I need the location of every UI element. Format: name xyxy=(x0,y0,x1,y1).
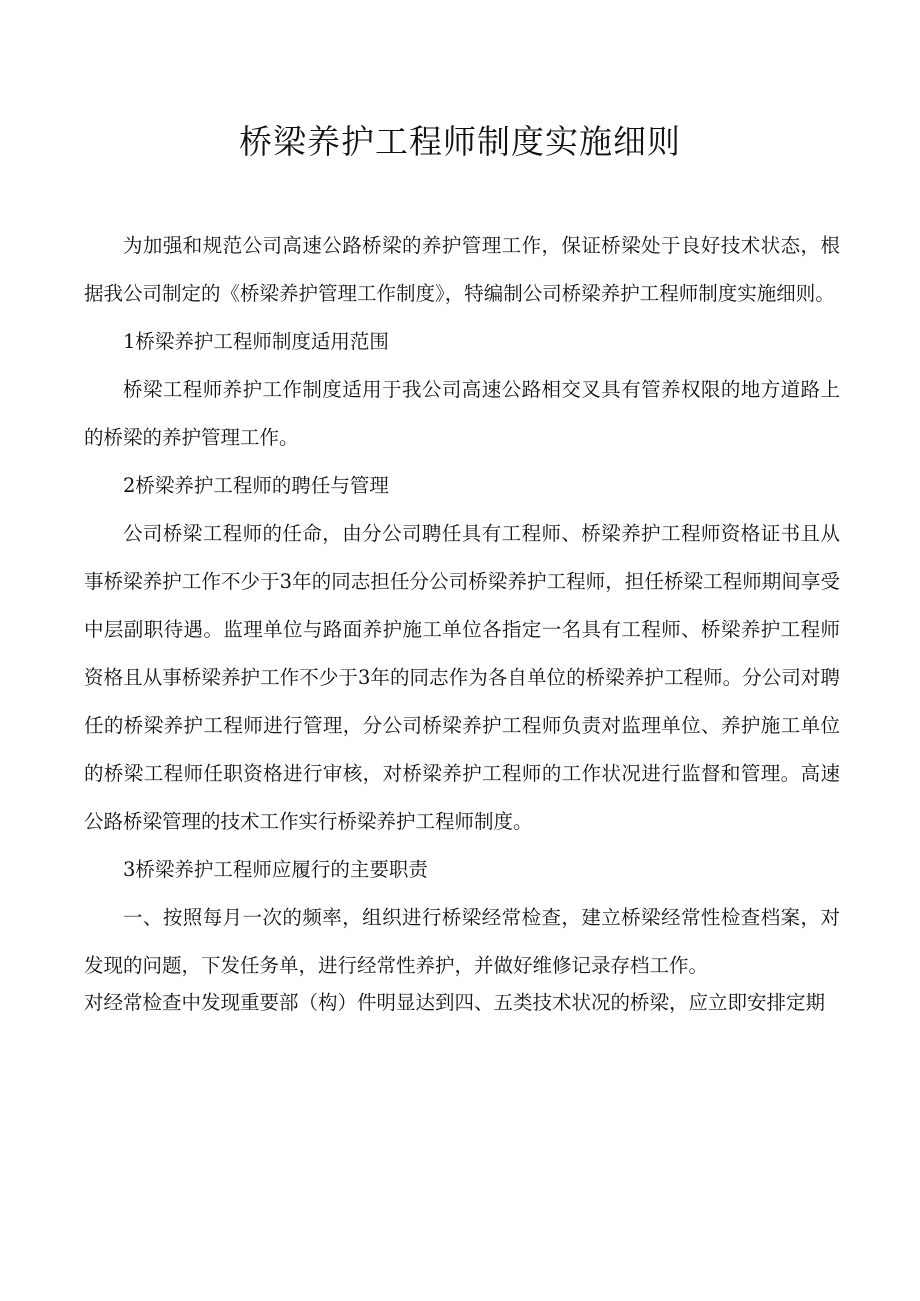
paragraph-scope: 桥梁工程师养护工作制度适用于我公司高速公路相交叉具有管养权限的地方道路上的桥梁的养护管理工作。 xyxy=(84,378,840,449)
paragraph-appointment: 公司桥梁工程师的任命，由分公司聘任具有工程师、桥梁养护工程师资格证书且从事桥梁养护工作不少于3年的同志担任分公司桥梁养护工程师，担任桥梁工程师期间享受中层副职待遇。监理单位与路面养护施工单位各指定一名具有工程师、桥梁养护工程师资格且从事桥梁养护工作不少于3年的同志作为各自单位的桥梁养护工程师。分公司对聘任的桥梁养护工程师进行管理，分公司桥梁养护工程师负责对监理单位、养护施工单位的桥梁工程师任职资格进行审核，对桥梁养护工程师的工作状况进行监督和管理。高速公路桥梁管理的技术工作实行桥梁养护工程师制度。 xyxy=(84,522,840,833)
paragraph-duty-1: 一、按照每月一次的频率，组织进行桥梁经常检查，建立桥梁经常性检查档案，对发现的问题，下发任务单，进行经常性养护，并做好维修记录存档工作。 xyxy=(84,906,840,977)
document-body xyxy=(84,222,840,1022)
paragraph-intro: 为加强和规范公司高速公路桥梁的养护管理工作，保证桥梁处于良好技术状态，根据我公司制定的《桥梁养护管理工作制度》，特编制公司桥梁养护工程师制度实施细则。 xyxy=(84,234,840,305)
section-heading-2: 2桥梁养护工程师的聘任与管理 xyxy=(123,474,389,497)
document-title: 桥梁养护工程师制度实施细则 xyxy=(239,122,681,161)
paragraph-duty-continued: 对经常检查中发现重要部（构）件明显达到四、五类技术状况的桥梁，应立即安排定期 xyxy=(84,991,826,1014)
section-heading-3: 3桥梁养护工程师应履行的主要职责 xyxy=(123,858,428,881)
section-heading-1: 1桥梁养护工程师制度适用范围 xyxy=(123,330,389,353)
